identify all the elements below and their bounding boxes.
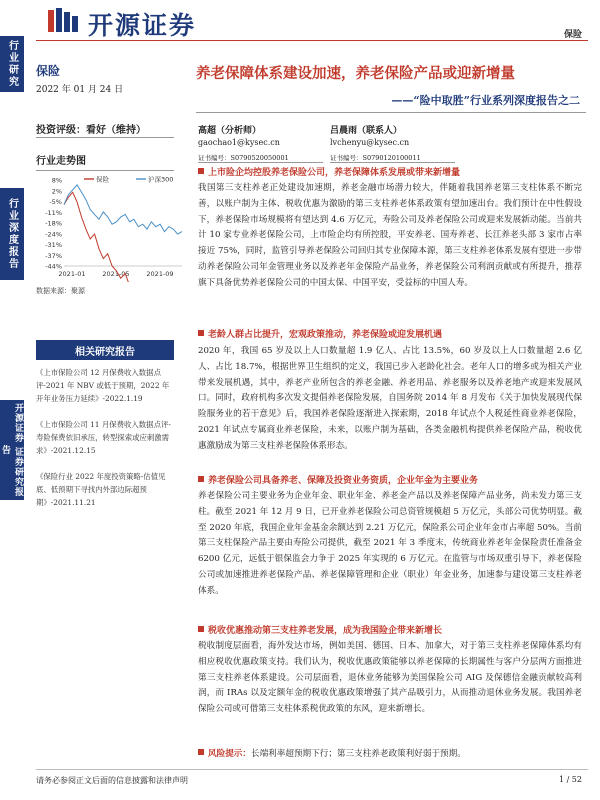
series-line-insurance [64,192,182,282]
risk-label: 风险提示： [208,749,251,759]
trend-chart-title: 行业走势图 [36,156,86,167]
chart-data-source: 数据来源：聚源 [36,287,85,295]
section-heading [198,474,583,488]
y-tick-label: -18% [45,219,62,228]
rating-divider [36,137,174,138]
header-industry-tag: 保险 [563,30,582,40]
author-email[interactable]: gaochao1@kysec.cn [198,138,280,147]
y-tick-label: -24% [45,230,62,239]
report-date: 2022 年 01 月 24 日 [36,85,124,95]
author-name: 吕晨雨（联系人） [330,126,403,136]
report-title: 养老保障体系建设加速，养老保险产品或迎新增量 [196,65,515,82]
y-tick-label: 8% [51,176,62,185]
x-tick-label: 2021-05 [102,270,130,278]
y-tick-label: -5% [49,198,62,206]
author-divider [198,162,323,163]
author-divider [330,162,455,163]
author-cert: 证书编号：S0790120100011 [330,154,421,162]
section-body: 养老保险公司主要业务为企业年金、职业年金、养老金产品以及养老保障产品业务，尚未发力第三支柱。截至 2021 年 12 月 9 日，已开业养老保险公司总资管规模超 5 万亿元，头部公司优势明显。截至 2020 年底，我国企业年金基金余额达到 2.21 万亿元，保险系公司企业年金市占率超 50%。当前第三支柱保险产品主要由寿险公司提供，截至 2021 年 3 季度末，传统商业养老年金保险责任准备金 6200 亿元，远低于银保监会力争于 2025 年实现的 6 万亿元。在监管与市场双重引导下，养老保险公司或加速推进养老保险产品、养老保障管理和企业（职业）年金业务，加速参与建设第三支柱养老体系。 [198,491,582,596]
legend-label: 沪深300 [148,175,174,184]
side-label-report-type: 行业深度报告 [0,188,24,280]
investment-rating: 投资评级：看好（维持） [36,125,146,136]
section-heading-text: 老龄人群占比提升，宏观政策推动，养老保险或迎发展机遇 [208,330,443,340]
section-body: 我国第三支柱养老正处建设加速期，养老金融市场潜力较大，伴随着我国养老第三支柱体系不断完善，以账户制为主体、税收优惠为激励的第三支柱养老体系政策有望加速出台。我们预计在中性假设下，养老保险市场规模将有望达到 4.6 万亿元，寿险公司及养老保险公司或迎来发展新动能。当前共计 10 家专业养老保险公司，上市险企均有所控股，平安养老、国寿养老、长江养老头部 3 家市占率接近 75%，同时，监管引导养老保险公司回归其专业保障本源，第三支柱养老体系发展有望进一步带动养老保险公司年金管理业务以及养老年金保险产品业务，养老保险公司利润贡献或有所提升，推荐旗下具备优势养老保险公司的中国太保、中国平安，受益标的中国人寿。 [198,183,582,288]
bullet-icon [198,330,204,336]
y-tick-label: -31% [45,241,62,249]
side-label-brand: 开源证券 证券研究报告 [0,400,24,500]
page-number: 1 / 52 [558,775,582,784]
y-tick-label: -44% [45,262,62,271]
footer-divider [36,769,588,770]
trend-divider [36,170,174,171]
author-name: 高超（分析师） [198,126,262,136]
bullet-icon [198,626,204,632]
bullet-icon [198,749,204,755]
section-body: 税收制度层面看，海外发达市场，例如美国、德国、日本、加拿大，对于第三支柱养老保障体系均有相应税收优惠政策支持。我们认为，税收优惠政策能够以养老保障的长期属性与客户分层两方面推进第三支柱养老体系建设。公司层面看，退休业务能够为美国保险公司 AIG 及保德信金融贡献较高利润，而 IRAs 以及定额年金的税收优惠政策增强了其产品吸引力，从而推动退休业务发展。我国养老保险公司或可借第三支柱体系税优政策的东风，迎来新增长。 [198,641,582,715]
legend-label: 保险 [96,175,109,184]
industry-trend-chart [36,172,186,282]
x-tick-label: 2021-09 [146,270,174,278]
author-cert: 证书编号：S0790520050001 [198,154,289,162]
header-divider [36,40,588,41]
risk-text: 长端利率超预期下行；第三支柱养老政策利好弱于预期。 [250,749,466,759]
section-body: 2020 年，我国 65 岁及以上人口数量超 1.9 亿人、占比 13.5%，60 岁及以上人口数量超 2.6 亿人、占比 18.7%，根据世界卫生组织的定义，我国已步入老龄化社会。老年人口的增多或为相关产业带来发展机遇，其中，养老产业所包含的养老金融、养老用品、养老服务以及养老地产或迎来发展风口。同时，政府机构多次发文提倡养老保险发展，自国务院 2014 年 8 月发布《关于加快发展现代保险服务业的若干意见》后，我国养老保险逐渐进入探索期，2018 年试点个人税延性商业养老保险，2021 年试点专属商业养老保险，未来，以账户制为基础，各类金融机构提供养老保险产品，税收优惠激励成为第三支柱养老保险体系形态。 [198,346,582,451]
section-heading [198,328,583,342]
related-report-item[interactable]: 《上市保险公司 12 月保费收入数据点评-2021 年 NBV 或低于预期，2022 年开年业务压力延续》-2022.1.19 [36,368,170,403]
section-heading-text: 税收优惠推动第三支柱养老发展，成为我国险企带来新增长 [208,626,443,636]
section-heading [198,166,583,180]
section-heading-text: 养老保险公司具备养老、保障及投资业务资质，企业年金为主要业务 [208,476,479,486]
logo-text: 开源证券 [88,11,197,40]
section-heading [198,624,583,638]
y-tick-label: -11% [45,208,62,217]
author-email[interactable]: lvchenyu@kysec.cn [330,138,410,147]
side-label-industry-research: 行业研究 [0,36,24,92]
title-divider [196,112,586,113]
y-tick-label: -37% [45,251,62,260]
series-line-csi300 [64,185,182,234]
related-reports-header: 相关研究报告 [36,340,174,360]
bullet-icon [198,476,204,482]
risk-warning [198,747,582,761]
section-heading-text: 上市险企均控股养老保险公司，养老保障体系发展或带来新增量 [208,168,461,178]
x-tick-label: 2021-01 [58,270,86,278]
y-tick-label: 2% [51,187,62,196]
related-report-item[interactable]: 《上市保险公司 11 月保费收入数据点评-寿险保费依旧承压，转型探索或应刺激需求》-2021.12.15 [36,420,171,455]
footer-disclaimer: 请务必参阅正文后面的信息披露和法律声明 [36,776,188,785]
industry-label: 保险 [36,64,61,78]
logo-icon [46,6,82,36]
bullet-icon [198,168,204,174]
report-subtitle: ——“险中取胜”行业系列深度报告之二 [391,94,580,107]
related-report-item[interactable]: 《保险行业 2022 年度投资策略-估值见底、低预期下寻找内外部边际超预期》-2021.11.21 [36,472,166,507]
